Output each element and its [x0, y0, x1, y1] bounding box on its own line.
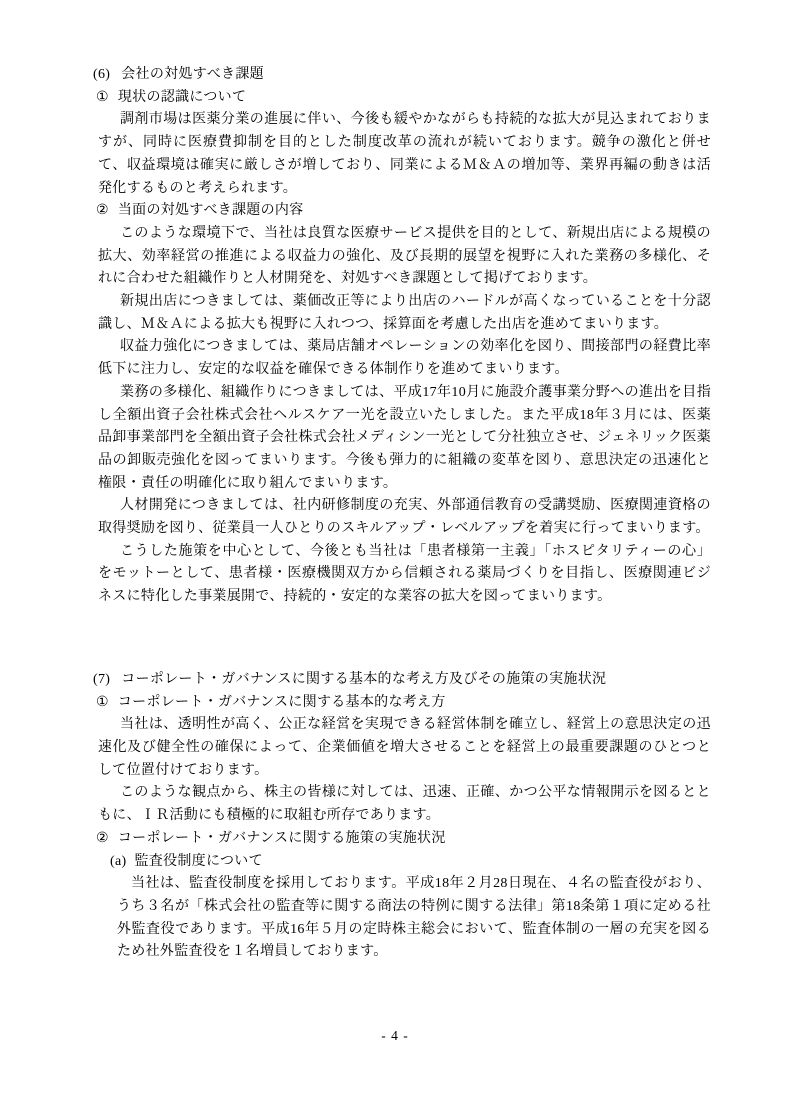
section-6-sub-2-number: ②	[96, 203, 109, 219]
paragraph: 収益力強化につきましては、薬局店舗オペレーションの効率化を図り、間接部門の経費比率低下に注力し、安定的な収益を確保できる体制作りを進めてまいります。	[98, 339, 711, 378]
section-6-heading	[93, 64, 711, 87]
section-6-sub-1-title: 現状の認識について	[117, 89, 247, 105]
paragraph: こうした施策を中心として、今後とも当社は「患者様第一主義」「ホスピタリティーの心」をモットーとして、患者様・医療機関双方から信頼される薬局づくりを目指し、医療関連ビジネスに特化した事業展開で、持続的・安定的な業容の拡大を図ってまいります。	[98, 543, 711, 605]
page-number: - 4 -	[381, 1028, 409, 1043]
section-7-sub-2-title: コーポレート・ガバナンスに関する施策の実施状況	[117, 830, 446, 846]
section-7-number: (7)	[93, 671, 111, 687]
section-6-title: 会社の対処すべき課題	[121, 67, 264, 82]
section-6	[93, 64, 711, 609]
paragraph: このような環境下で、当社は良質な医療サービス提供を目的として、新規出店による規模の拡大、効率経営の推進による収益力の強化、及び長期的展望を視野に入れた業務の多様化、それに合わせた組織作りと人材開発を、対処すべき課題として掲げております。	[98, 225, 711, 287]
paragraph: このような観点から、株主の皆様に対しては、迅速、正確、かつ公平な情報開示を図るとともに、ＩＲ活動にも積極的に取組む所存であります。	[98, 785, 711, 824]
section-7	[93, 669, 711, 964]
section-7-sub-1-number: ①	[96, 694, 109, 710]
paragraph: 新規出店につきましては、薬価改正等により出店のハードルが高くなっていることを十分認識し、Ｍ＆Ａによる拡大も視野に入れつつ、採算面を考慮した出店を進めてまいります。	[98, 294, 711, 332]
section-7-title: コーポレート・ガバナンスに関する基本的な考え方及びその施策の実施状況	[121, 671, 607, 687]
paragraph: 調剤市場は医薬分業の進展に伴い、今後も緩やかながらも持続的な拡大が見込まれておりますが、同時に医療費抑制を目的とした制度改革の流れが続いております。競争の激化と併せて、収益環境は確実に厳しさが増しており、同業によるＭ＆Ａの増加等、業界再編の動きは活発化するものと考えられます。	[98, 112, 711, 196]
section-7-sub-1-heading	[96, 692, 711, 715]
section-7-sub-2-heading	[96, 828, 711, 851]
section-6-sub-2-title: 当面の対処すべき課題の内容	[117, 203, 304, 219]
section-7-sub-1-title: コーポレート・ガバナンスに関する基本的な考え方	[117, 694, 446, 710]
section-7-item-a-number: (a)	[110, 853, 127, 869]
page-content	[93, 64, 711, 964]
section-6-sub-2-heading	[96, 200, 711, 223]
section-7-item-a-heading	[110, 851, 711, 874]
section-6-sub-1-heading	[96, 87, 711, 110]
paragraph: 人材開発につきましては、社内研修制度の充実、外部通信教育の受講奨励、医療関連資格の取得奨励を図り、従業員一人ひとりのスキルアップ・レベルアップを着実に行ってまいります。	[98, 498, 711, 537]
section-7-item-a-title: 監査役制度について	[134, 853, 263, 869]
section-7-sub-2-number: ②	[96, 830, 109, 846]
paragraph: 当社は、透明性が高く、公正な経営を実現できる経営体制を確立し、経営上の意思決定の迅速化及び健全性の確保によって、企業価値を増大させることを経営上の最重要課題のひとつとして位置付けております。	[98, 717, 711, 778]
section-7-heading	[93, 669, 711, 692]
paragraph: 当社は、監査役制度を採用しております。平成18年２月28日現在、４名の監査役がおり、うち３名が「株式会社の監査等に関する商法の特例に関する法律」第18条第１項に定める社外監査役であります。平成16年５月の定時株主総会において、監査体制の一層の充実を図るため社外監査役を１名増員しております。	[117, 876, 711, 960]
section-6-number: (6)	[93, 67, 111, 82]
section-6-sub-1-number: ①	[96, 89, 109, 105]
paragraph: 業務の多様化、組織作りにつきましては、平成17年10月に施設介護事業分野への進出を目指し全額出資子会社株式会社ヘルスケア一光を設立いたしました。また平成18年３月には、医薬品卸事業部門を全額出資子会社株式会社メディシン一光として分社独立させ、ジェネリック医薬品の卸販売強化を図ってまいります。今後も弾力的に組織の変革を図り、意思決定の迅速化と権限・責任の明確化に取り組んでまいります。	[98, 384, 711, 491]
